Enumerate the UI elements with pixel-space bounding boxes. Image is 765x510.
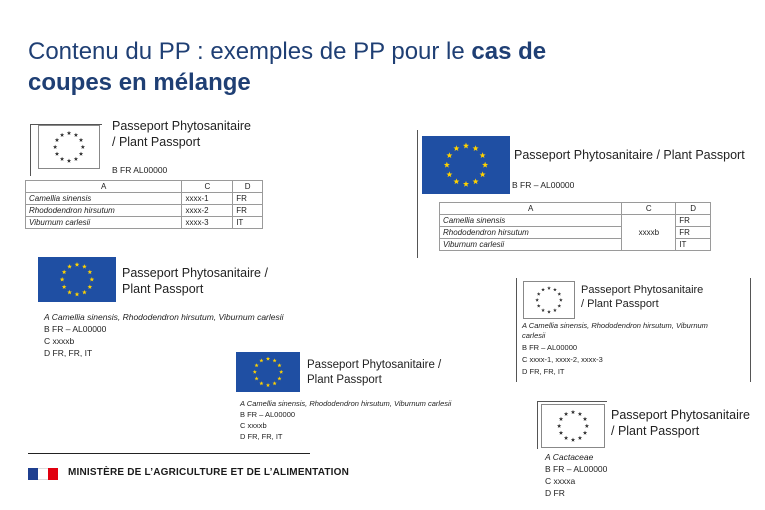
- eu-star-icon: [473, 178, 479, 184]
- pp-b-line: B FR – AL00000: [44, 324, 107, 334]
- eu-star-icon: [79, 152, 83, 156]
- eu-star-icon: [571, 410, 575, 414]
- eu-star-icon: [55, 152, 59, 156]
- eu-star-icon: [444, 162, 450, 168]
- pp-c-line: C xxxxb: [44, 336, 75, 346]
- pp-b-line: B FR – AL00000: [240, 410, 296, 419]
- pp-title: Passeport Phytosanitaire / Plant Passport: [122, 266, 268, 296]
- eu-star-icon: [547, 310, 551, 314]
- pp-a-line-cont: carlesii: [522, 331, 546, 340]
- eu-flag-icon: [523, 281, 575, 319]
- eu-star-icon: [254, 376, 258, 380]
- title-emphasis: cas de: [471, 38, 547, 65]
- eu-star-icon: [81, 145, 85, 149]
- slide-title: [28, 36, 748, 98]
- eu-star-icon: [53, 145, 57, 149]
- eu-star-icon: [564, 436, 568, 440]
- eu-star-icon: [537, 304, 541, 308]
- table-row: Rhododendron hirsutum xxxx-2 FR: [26, 205, 263, 217]
- ministry-name: MINISTÈRE DE L’AGRICULTURE ET DE L’ALIMENTATION: [68, 467, 350, 478]
- table-row: Rhododendron hirsutum FR: [440, 227, 711, 239]
- pp-b-line: B FR – AL00000: [522, 343, 578, 352]
- frame-line: [750, 278, 751, 382]
- pp-c-line: C xxxxa: [545, 476, 576, 486]
- eu-star-icon: [583, 431, 587, 435]
- eu-star-icon: [90, 277, 95, 281]
- eu-star-icon: [62, 284, 67, 288]
- eu-star-icon: [559, 298, 563, 302]
- pp-title: Passeport Phytosanitaire / Plant Passport: [514, 148, 745, 162]
- eu-star-icon: [480, 171, 486, 177]
- table-row: Camellia sinensis xxxxb FR: [440, 215, 711, 227]
- eu-star-icon: [75, 292, 80, 296]
- eu-star-icon: [463, 181, 469, 187]
- eu-star-icon: [55, 138, 59, 142]
- eu-star-icon: [60, 133, 64, 137]
- footer-divider: [28, 453, 310, 454]
- pp-c-line: C xxxxb: [240, 421, 267, 430]
- eu-star-icon: [463, 143, 469, 149]
- pp-c-line: C xxxx-1, xxxx-2, xxxx-3: [522, 355, 603, 364]
- eu-star-icon: [74, 133, 78, 137]
- eu-star-icon: [273, 381, 277, 385]
- eu-star-icon: [547, 286, 551, 290]
- eu-star-icon: [553, 308, 557, 312]
- eu-star-icon: [253, 370, 257, 374]
- pp-table: A C D Camellia sinensis xxxx-1 FR Rhododendron hirsutum xxxx-2 FR Viburnum carlesii xxxx-3 IT: [25, 180, 263, 229]
- eu-star-icon: [557, 292, 561, 296]
- eu-star-icon: [557, 424, 561, 428]
- eu-star-icon: [62, 270, 67, 274]
- eu-star-icon: [482, 162, 488, 168]
- pp-a-line: A Camellia sinensis, Rhododendron hirsutum, Viburnum carlesii: [240, 399, 452, 408]
- eu-star-icon: [254, 363, 258, 367]
- eu-star-icon: [266, 357, 270, 361]
- pp-d-line: D FR, FR, IT: [522, 367, 565, 376]
- pp-title: Passeport Phytosanitaire / Plant Passport: [112, 119, 251, 149]
- marianne-flag-icon: [28, 468, 58, 480]
- eu-star-icon: [453, 178, 459, 184]
- eu-star-icon: [67, 159, 71, 163]
- frame-line: [30, 124, 31, 176]
- eu-star-icon: [453, 145, 459, 151]
- pp-title: Passeport Phytosanitaire / Plant Passport: [307, 359, 442, 386]
- pp-a-line: A Camellia sinensis, Rhododendron hirsutum, Viburnum: [522, 321, 708, 330]
- eu-star-icon: [537, 292, 541, 296]
- pp-a-line: A Cactaceae: [545, 452, 594, 462]
- eu-star-icon: [578, 436, 582, 440]
- eu-star-icon: [259, 381, 263, 385]
- pp-a-line: A Camellia sinensis, Rhododendron hirsutum, Viburnum carlesii: [44, 312, 284, 322]
- eu-star-icon: [571, 438, 575, 442]
- eu-star-icon: [473, 145, 479, 151]
- table-row: Camellia sinensis xxxx-1 FR: [26, 193, 263, 205]
- table-row: Viburnum carlesii xxxx-3 IT: [26, 217, 263, 229]
- eu-star-icon: [82, 264, 87, 268]
- eu-star-icon: [75, 262, 80, 266]
- eu-star-icon: [279, 370, 283, 374]
- eu-star-icon: [88, 284, 93, 288]
- title-emphasis-line2: coupes en mélange: [28, 69, 251, 96]
- eu-flag-icon: [541, 404, 605, 448]
- eu-star-icon: [273, 358, 277, 362]
- pp-b-line: B FR AL00000: [112, 165, 168, 175]
- eu-star-icon: [578, 412, 582, 416]
- eu-star-icon: [67, 131, 71, 135]
- eu-star-icon: [535, 298, 539, 302]
- frame-line: [516, 278, 517, 382]
- eu-star-icon: [74, 157, 78, 161]
- eu-star-icon: [541, 308, 545, 312]
- pp-table: A C D Camellia sinensis xxxxb FR Rhododendron hirsutum FR Viburnum carlesii IT: [439, 202, 711, 251]
- eu-star-icon: [259, 358, 263, 362]
- eu-star-icon: [559, 431, 563, 435]
- eu-flag-icon: [236, 352, 300, 392]
- eu-star-icon: [541, 288, 545, 292]
- table-row: Viburnum carlesii IT: [440, 239, 711, 251]
- eu-star-icon: [585, 424, 589, 428]
- pp-title: Passeport Phytosanitaire / Plant Passport: [581, 284, 704, 310]
- eu-star-icon: [277, 376, 281, 380]
- eu-star-icon: [60, 277, 65, 281]
- frame-line: [537, 401, 538, 449]
- eu-star-icon: [67, 264, 72, 268]
- eu-star-icon: [564, 412, 568, 416]
- eu-star-icon: [446, 152, 452, 158]
- eu-star-icon: [67, 290, 72, 294]
- pp-b-line: B FR – AL00000: [512, 180, 575, 190]
- eu-star-icon: [277, 363, 281, 367]
- eu-star-icon: [446, 171, 452, 177]
- eu-star-icon: [559, 417, 563, 421]
- pp-b-line: B FR – AL00000: [545, 464, 608, 474]
- pp-d-line: D FR, FR, IT: [44, 348, 93, 358]
- eu-star-icon: [480, 152, 486, 158]
- eu-star-icon: [88, 270, 93, 274]
- eu-star-icon: [583, 417, 587, 421]
- pp-title: Passeport Phytosanitaire / Plant Passport: [611, 408, 750, 438]
- frame-line: [537, 401, 607, 402]
- pp-d-line: D FR: [545, 488, 565, 498]
- eu-flag-icon: [38, 257, 116, 302]
- title-text: Contenu du PP : exemples de PP pour le: [28, 38, 472, 65]
- eu-star-icon: [60, 157, 64, 161]
- eu-flag-icon: [38, 125, 100, 169]
- eu-star-icon: [553, 288, 557, 292]
- frame-line: [417, 130, 418, 258]
- eu-star-icon: [266, 383, 270, 387]
- pp-d-line: D FR, FR, IT: [240, 432, 283, 441]
- eu-star-icon: [79, 138, 83, 142]
- eu-star-icon: [82, 290, 87, 294]
- eu-star-icon: [557, 304, 561, 308]
- eu-flag-icon: [422, 136, 510, 194]
